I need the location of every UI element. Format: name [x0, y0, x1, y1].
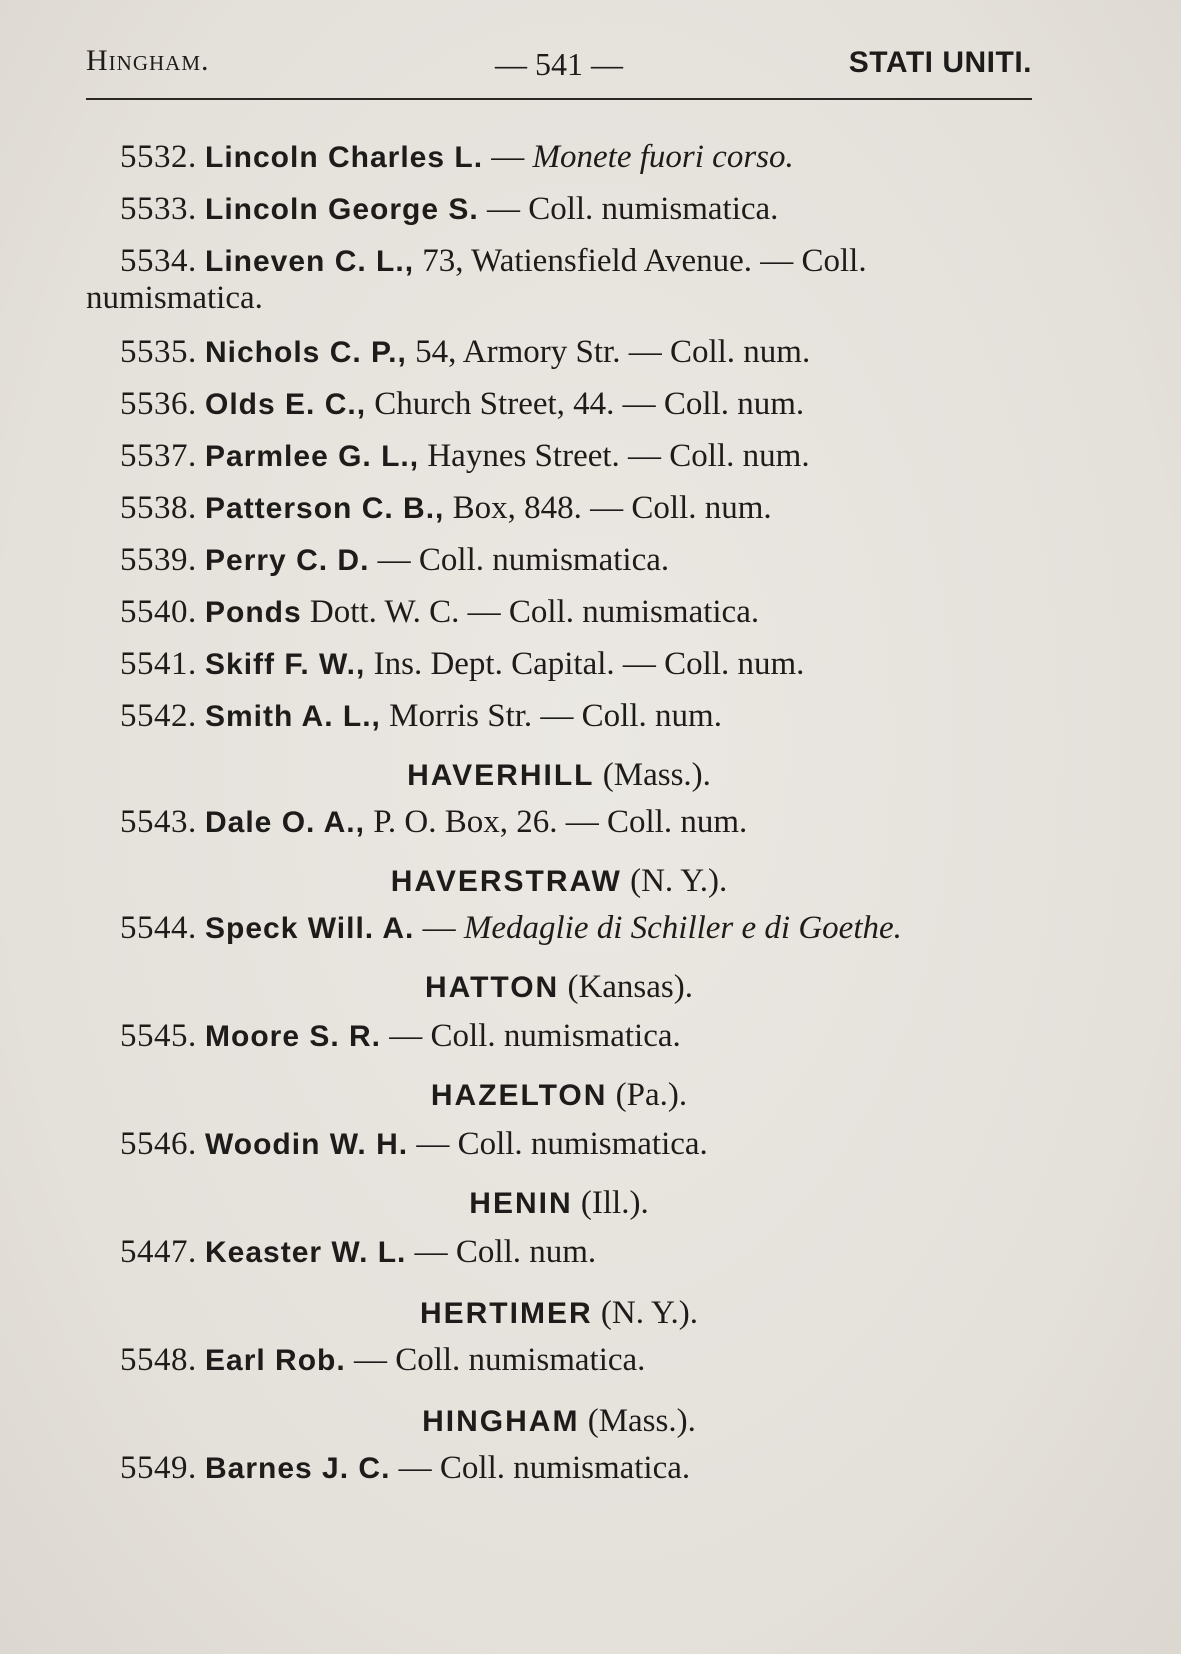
page-header [86, 44, 1032, 94]
collector-name: Lincoln George S. [205, 193, 479, 226]
entry-number: 5533. [120, 191, 197, 227]
separator: — [619, 438, 670, 474]
state-name: (Ill.). [580, 1185, 649, 1221]
list-item [86, 1234, 1032, 1271]
city-heading [86, 967, 1032, 1008]
collection-description: Coll. num. [581, 698, 722, 734]
list-item [86, 1342, 1032, 1379]
state-name: (Mass.). [587, 1403, 696, 1439]
separator: — [614, 386, 664, 422]
separator: — [581, 490, 632, 526]
entry-number: 5544. [120, 910, 197, 946]
separator: — [752, 243, 802, 279]
state-name: (Kansas). [567, 969, 693, 1005]
entry-number: 5546. [120, 1126, 197, 1162]
collector-address: 73, Watiensfield Avenue. [414, 243, 752, 279]
separator: — [614, 646, 665, 682]
collector-name: Speck Will. A. [205, 912, 415, 945]
entry-number: 5549. [120, 1450, 197, 1486]
city-heading [86, 1401, 1032, 1442]
collector-name: Ponds [205, 596, 302, 629]
city-heading [86, 861, 1032, 902]
separator: — [532, 698, 582, 734]
separator: — [345, 1342, 396, 1378]
city-name: HENIN [469, 1187, 573, 1220]
entry-number: 5537. [120, 438, 197, 474]
separator: — [381, 1018, 431, 1054]
list-item [86, 334, 1032, 371]
header-rule [86, 98, 1032, 100]
collection-description: Coll. num. [669, 334, 811, 370]
collection-description: Coll. num. [663, 386, 805, 422]
state-name: (N. Y.). [630, 863, 728, 899]
collector-name: Smith A. L., [205, 700, 381, 733]
list-item [86, 1018, 1032, 1055]
list-item [86, 646, 1032, 683]
separator: — [390, 1450, 440, 1486]
collector-name: Lineven C. L., [205, 245, 415, 278]
city-name: HINGHAM [422, 1405, 580, 1438]
collection-description: Coll. numismatica. [457, 1126, 708, 1162]
collector-name: Perry C. D. [205, 544, 370, 577]
entry-number: 5532. [120, 139, 197, 175]
collector-name: Parmlee G. L., [205, 440, 420, 473]
separator: — [406, 1234, 456, 1270]
list-item [86, 490, 1032, 527]
collector-name: Earl Rob. [205, 1344, 346, 1377]
list-item [86, 139, 1032, 176]
collection-description: Coll. numismatica. [439, 1450, 691, 1486]
list-item [86, 698, 1032, 735]
entry-list [86, 125, 1032, 1487]
list-item [86, 542, 1032, 579]
collector-name: Barnes J. C. [205, 1452, 391, 1485]
collection-description: Coll. num. [631, 490, 772, 526]
city-name: HAVERHILL [407, 759, 595, 792]
collection-description: Monete fuori corso. [532, 139, 794, 175]
entry-number: 5538. [120, 490, 197, 526]
city-name: HERTIMER [419, 1297, 593, 1330]
collector-name: Dale O. A., [205, 806, 365, 839]
city-heading [86, 755, 1032, 796]
collector-name: Patterson C. B., [205, 492, 445, 525]
collector-name: Keaster W. L. [205, 1236, 407, 1269]
city-heading [86, 1183, 1032, 1224]
collector-name: Nichols C. P., [205, 336, 407, 369]
city-heading [86, 1075, 1032, 1116]
running-head-left: Hingham. [86, 44, 210, 77]
entry-number: 5536. [120, 386, 197, 422]
entry-number: 5548. [120, 1342, 197, 1378]
state-name: (Pa.). [615, 1077, 688, 1113]
list-item [86, 191, 1032, 228]
collection-description: Coll. num. [664, 646, 805, 682]
collection-description: Coll. numismatica. [395, 1342, 646, 1378]
separator: — [414, 910, 464, 946]
separator: — [483, 139, 533, 175]
collector-address: Ins. Dept. Capital. [365, 646, 615, 682]
list-item [86, 243, 1032, 316]
collector-address: 54, Armory Str. [406, 334, 621, 370]
collection-description: Coll. num. [606, 804, 748, 840]
collection-description: Coll. num. [455, 1234, 597, 1270]
collector-address: Haynes Street. [419, 438, 620, 474]
collection-description: Coll. num. [669, 438, 810, 474]
collection-description: Coll. numismatica. [430, 1018, 681, 1054]
collection-description: Coll. numismatica. [418, 542, 670, 578]
collector-name: Skiff F. W., [205, 648, 366, 681]
entry-number: 5535. [120, 334, 197, 370]
list-item [86, 594, 1032, 631]
collector-address: Dott. W. C. [301, 594, 460, 630]
entry-number: 5540. [120, 594, 197, 630]
collector-address: P. O. Box, 26. [364, 804, 558, 840]
entry-number: 5539. [120, 542, 197, 578]
list-item [86, 1126, 1032, 1163]
city-name: HATTON [424, 971, 560, 1004]
collection-description: Coll. numismatica. [508, 594, 760, 630]
city-name: HAVERSTRAW [390, 865, 622, 898]
entry-number: 5447. [120, 1234, 197, 1270]
list-item [86, 804, 1032, 841]
list-item [86, 1450, 1032, 1487]
entry-number: 5542. [120, 698, 197, 734]
running-head-right: STATI UNITI. [848, 46, 1032, 79]
separator: — [478, 191, 529, 227]
separator: — [620, 334, 670, 370]
separator: — [557, 804, 607, 840]
collector-address: Box, 848. [444, 490, 582, 526]
entry-number: 5534. [120, 243, 197, 279]
collection-description: Coll. numismatica. [528, 191, 779, 227]
separator: — [408, 1126, 458, 1162]
list-item [86, 386, 1032, 423]
entry-number: 5541. [120, 646, 197, 682]
state-name: (N. Y.). [600, 1295, 699, 1331]
state-name: (Mass.). [602, 757, 711, 793]
list-item [86, 438, 1032, 475]
collector-address: Church Street, 44. [366, 386, 615, 422]
collection-description: Medaglie di Schiller e di Goethe. [463, 910, 902, 946]
collector-name: Olds E. C., [205, 388, 367, 421]
page-number: — 541 — [495, 46, 623, 82]
city-name: HAZELTON [430, 1079, 608, 1112]
entry-number: 5543. [120, 804, 197, 840]
city-heading [86, 1293, 1032, 1334]
separator: — [459, 594, 509, 630]
collector-address: Morris Str. [380, 698, 533, 734]
entry-number: 5545. [120, 1018, 197, 1054]
collector-name: Lincoln Charles L. [205, 141, 484, 174]
collector-name: Woodin W. H. [205, 1128, 409, 1161]
list-item [86, 910, 1032, 947]
collector-name: Moore S. R. [205, 1020, 382, 1053]
collection-description: Coll. numismatica. [86, 243, 867, 316]
separator: — [369, 542, 419, 578]
